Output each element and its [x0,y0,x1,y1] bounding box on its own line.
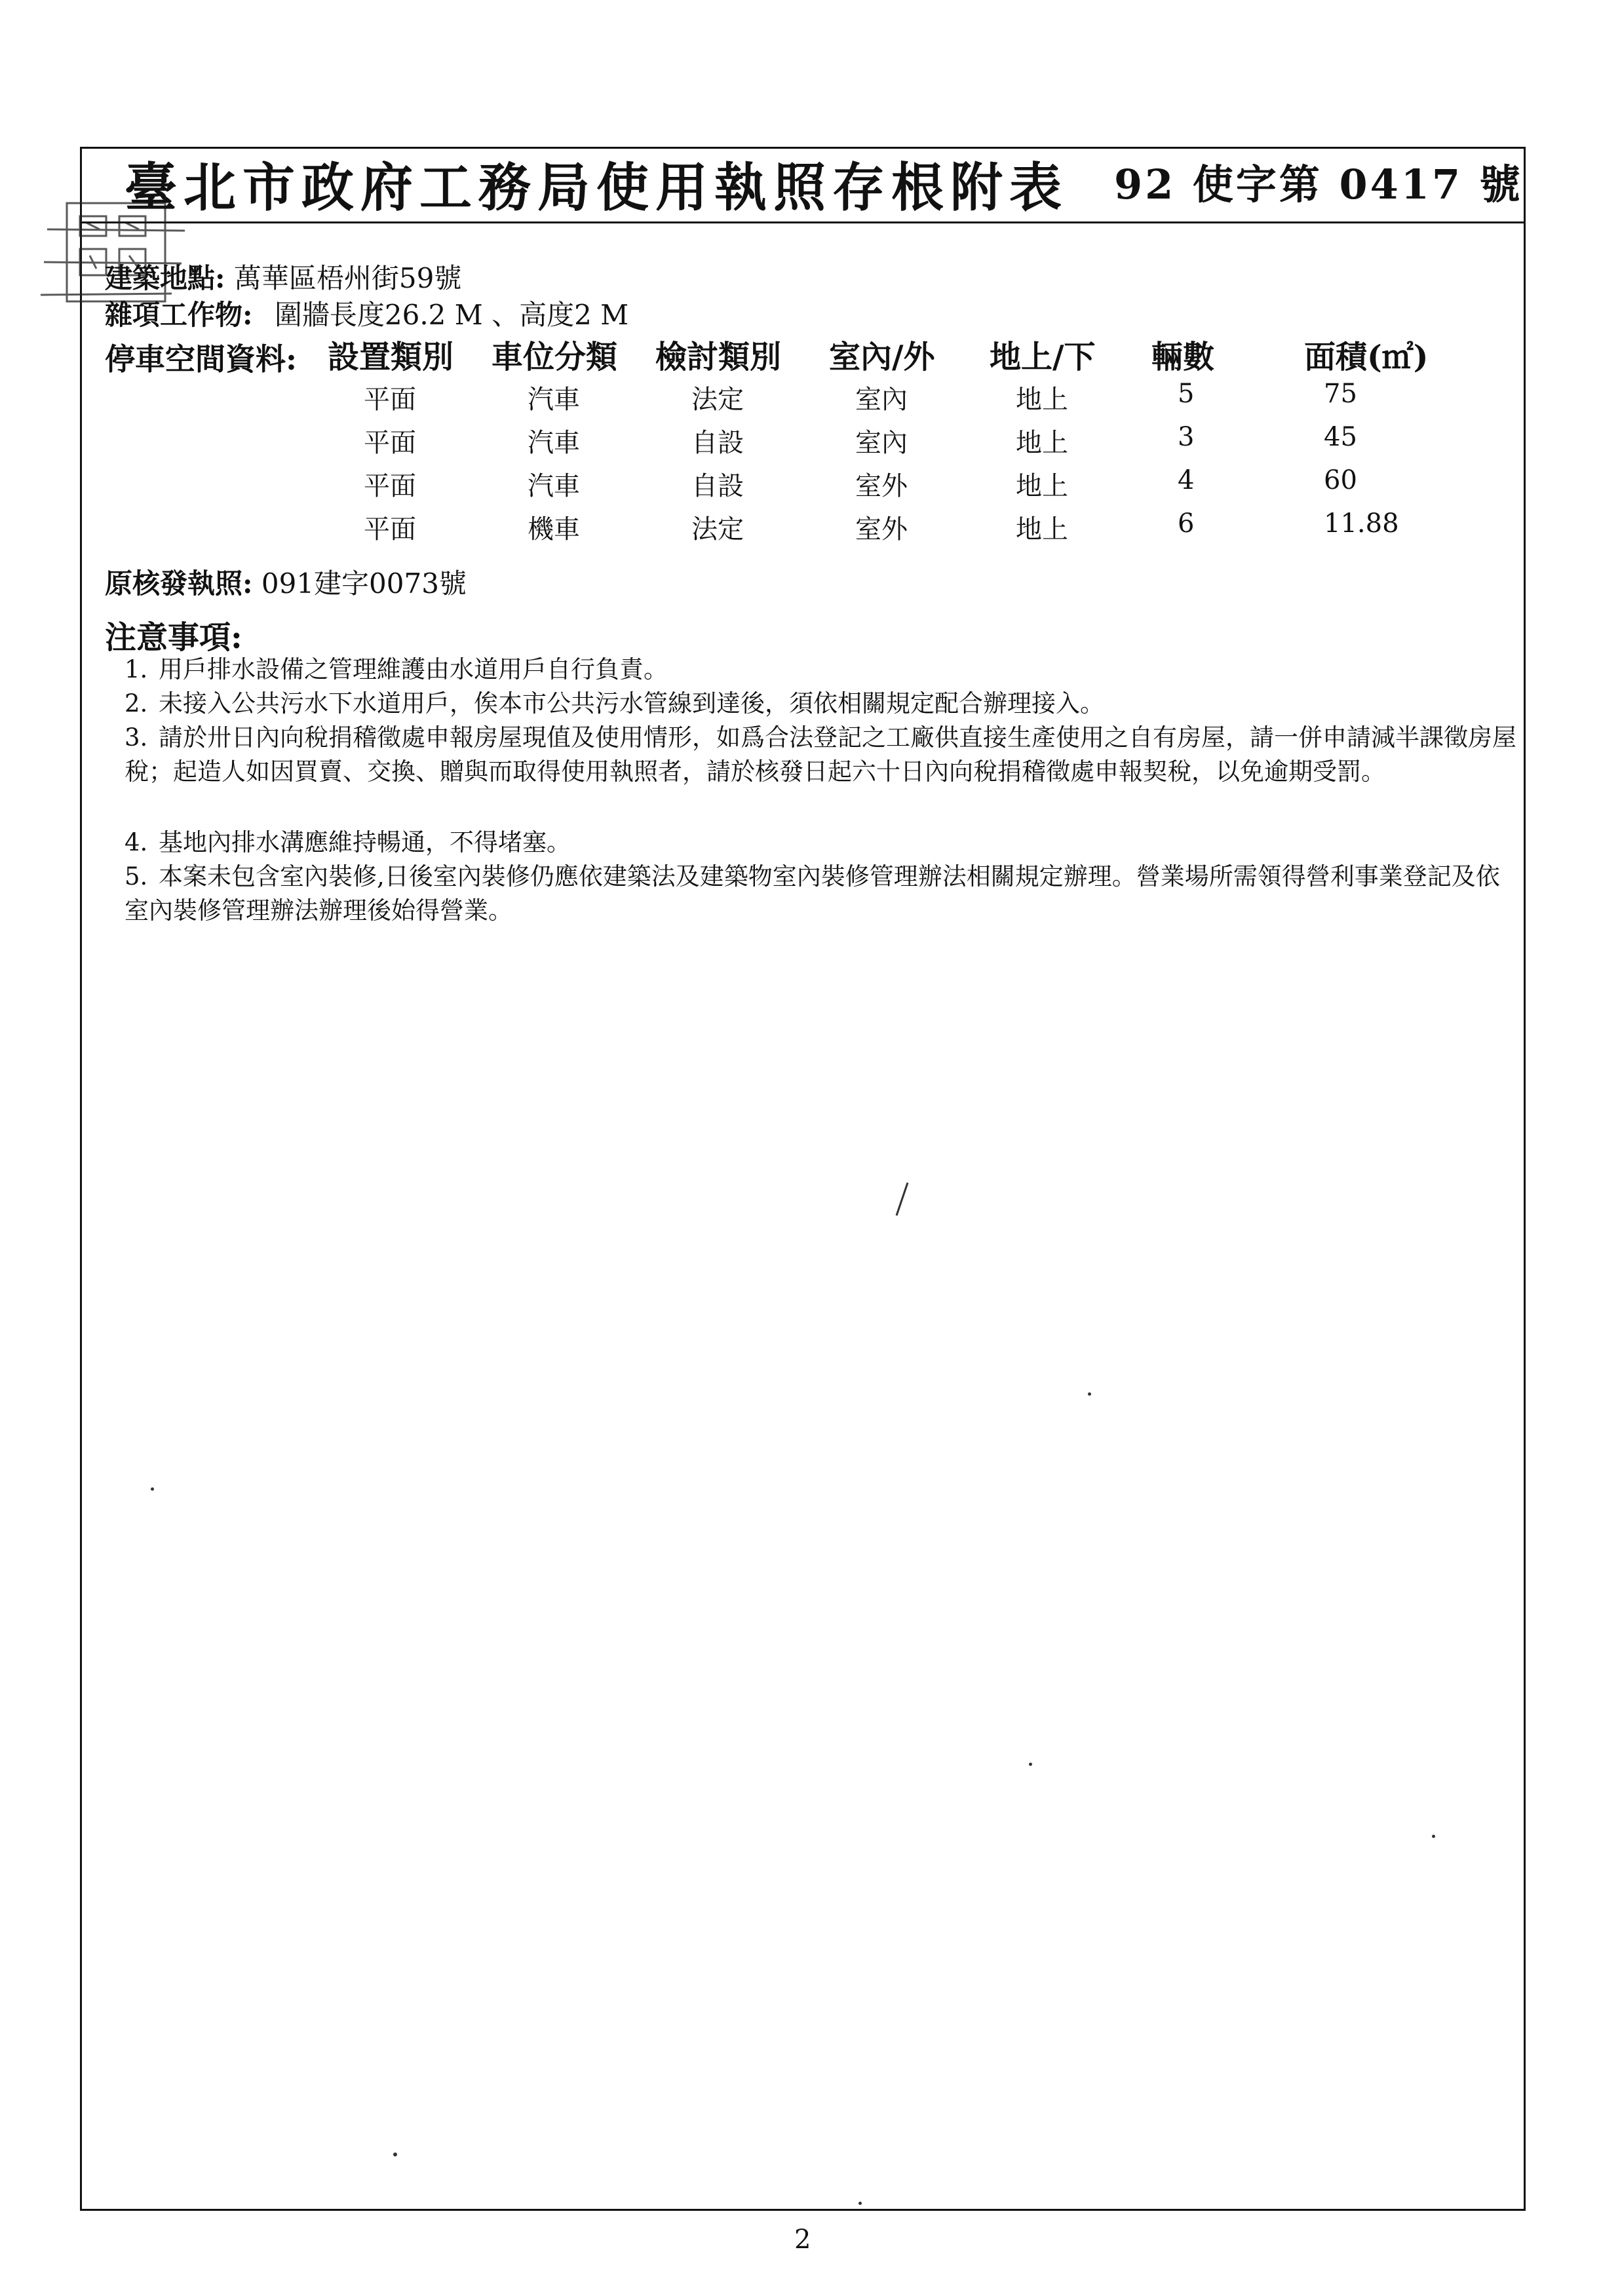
table-cell: 3 [1178,422,1195,452]
table-cell: 室內 [855,385,908,415]
note-number: 3. [125,723,148,752]
scan-speck [393,2152,397,2156]
scan-speck [1432,1835,1435,1838]
scan-speck [1088,1392,1091,1396]
original-permit-label: 原核發執照: [105,567,253,600]
table-cell: 汽車 [528,428,580,458]
header-divider [80,221,1526,223]
column-header: 輛數 [1151,339,1215,375]
table-cell: 汽車 [528,385,580,415]
scan-speck [151,1487,154,1491]
note-number: 4. [125,828,148,856]
note-item [125,826,1520,860]
site-label: 建築地點: [105,262,225,294]
table-cell: 法定 [691,514,744,545]
page-number: 2 [794,2225,811,2255]
note-text: 本案未包含室內裝修,日後室內裝修仍應依建築法及建築物室內裝修管理辦法相關規定辦理。營業場所需領得營利事業登記及依室內裝修管理辦法辦理後始得營業。 [125,862,1500,925]
note-item [125,721,1520,789]
table-cell: 室內 [855,428,908,458]
site-value: 萬華區梧州街59號 [233,262,462,294]
table-cell: 法定 [691,385,744,415]
note-item [125,687,1520,721]
permit-number: 92 使字第 0417 號 [1114,161,1523,208]
notes-title: 注意事項: [105,619,242,656]
table-cell: 平面 [364,514,416,545]
table-cell: 平面 [364,385,416,415]
column-header: 室內/外 [829,339,935,375]
table-cell: 地上 [1016,471,1068,501]
note-text: 基地內排水溝應維持暢通，不得堵塞。 [159,828,571,856]
note-number: 1. [125,655,148,683]
table-cell: 汽車 [528,471,580,501]
note-text: 用戶排水設備之管理維護由水道用戶自行負責。 [159,655,668,683]
table-cell: 自設 [691,428,744,458]
note-text: 請於卅日內向稅捐稽徵處申報房屋現值及使用情形，如爲合法登記之工廠供直接生產使用之自有房屋，請一併申請減半課徵房屋稅；起造人如因買賣、交換、贈與而取得使用執照者，請於核發日起六十日內向稅捐稽徵處申報契稅，以免逾期受罰。 [125,723,1516,786]
structure-label: 雜項工作物: [105,299,253,331]
note-number: 2. [125,689,148,718]
site-field [105,257,461,296]
table-cell: 自設 [691,471,744,501]
original-permit-value: 091建字0073號 [261,567,467,600]
note-text: 未接入公共污水下水道用戶，俟本市公共污水管線到達後，須依相關規定配合辦理接入。 [159,689,1104,718]
document-frame [80,147,1526,2211]
scan-speck [858,2202,862,2205]
table-cell: 機車 [528,514,580,545]
table-cell: 11.88 [1324,508,1399,539]
column-header: 檢討類別 [655,339,782,375]
note-item [125,653,1520,687]
parking-label: 停車空間資料: [105,341,297,377]
note-item [125,860,1520,928]
table-cell: 4 [1178,465,1195,495]
table-cell: 地上 [1016,514,1068,545]
table-cell: 地上 [1016,385,1068,415]
table-cell: 75 [1324,379,1357,409]
table-cell: 5 [1178,379,1195,409]
table-cell: 室外 [855,471,908,501]
table-cell: 60 [1324,465,1357,495]
note-number: 5. [125,862,148,890]
table-cell: 地上 [1016,428,1068,458]
column-header: 設置類別 [328,339,454,375]
table-cell: 45 [1324,422,1357,452]
table-cell: 室外 [855,514,908,545]
original-permit-field [105,562,467,602]
table-cell: 平面 [364,471,416,501]
structure-value: 圍牆長度26.2 M 、高度2 M [274,299,629,331]
column-header: 地上/下 [990,339,1096,375]
table-cell: 6 [1178,508,1195,539]
structure-field [105,294,628,333]
scan-mark [891,1179,911,1219]
page-title: 臺北市政府工務局使用執照存根附表 [125,157,1068,218]
column-header: 面積(㎡) [1304,339,1429,375]
table-cell: 平面 [364,428,416,458]
column-header: 車位分類 [492,339,618,375]
scan-speck [1029,1763,1032,1766]
